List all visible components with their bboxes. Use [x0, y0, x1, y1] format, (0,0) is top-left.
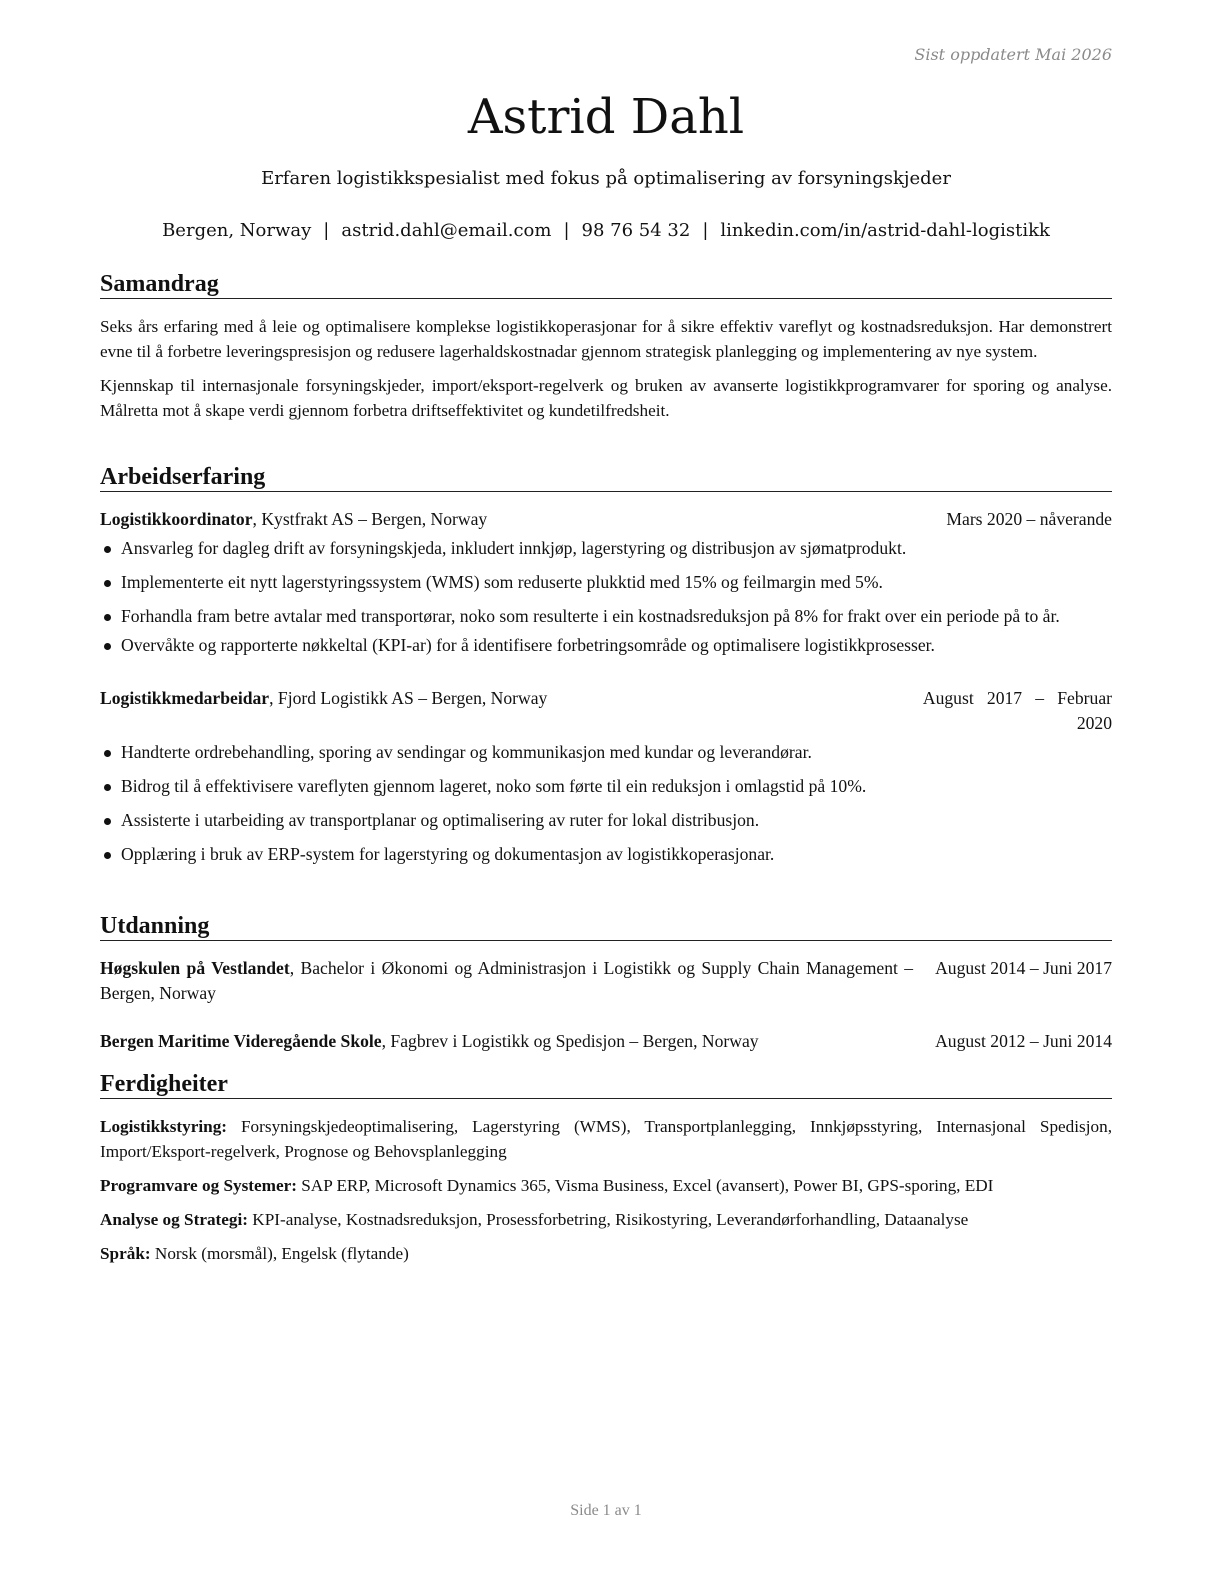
tagline: Erfaren logistikkspesialist med fokus på optimalisering av forsyningskjeder	[261, 168, 951, 189]
section-title-summary: Samandrag	[100, 270, 1112, 299]
job-bullet: Implementerte eit nytt lagerstyringssystem (WMS) som reduserte plukktid med 15% og feilmargin med 5%.	[100, 570, 1112, 595]
skill-line	[100, 1173, 1112, 1198]
summary-section	[100, 270, 1112, 423]
job-entry	[100, 507, 1112, 658]
summary-paragraph: Seks års erfaring med å leie og optimalisere komplekse logistikkoperasjonar for å sikre effektiv vareflyt og kostnadsreduksjon. Har demonstrert evne til å forbetre leveringspresisjon og redusere lagerhaldskostnadar gjennom strategisk planlegging og implementering av nye system.	[100, 317, 1112, 361]
page-number: Side 1 av 1	[570, 1502, 642, 1519]
job-bullet: Forhandla fram betre avtalar med transportørar, noko som resulterte i ein kostnadsreduksjon på 8% for frakt over ein periode på to år.	[100, 604, 1112, 629]
job-bullets	[100, 536, 1112, 658]
job-bullet: Ansvarleg for dagleg drift av forsyningskjeda, inkludert innkjøp, lagerstyring og distribusjon av sjømatprodukt.	[100, 536, 1112, 561]
job-header	[100, 686, 1112, 736]
skills-section	[100, 1070, 1112, 1266]
contact-location: Bergen, Norway	[162, 220, 312, 241]
contact-linkedin[interactable]: linkedin.com/in/astrid-dahl-logistikk	[720, 220, 1050, 241]
experience-section	[100, 463, 1112, 867]
job-bullet: Bidrog til å effektivisere vareflyten gjennom lageret, noko som førte til ein reduksjon i omlagstid på 10%.	[100, 774, 1112, 799]
contact-email[interactable]: astrid.dahl@email.com	[341, 220, 552, 241]
section-title-education: Utdanning	[100, 912, 1112, 941]
skill-line	[100, 1114, 1112, 1164]
skill-line	[100, 1241, 1112, 1266]
skill-label: Analyse og Strategi:	[100, 1210, 248, 1229]
skill-label: Språk:	[100, 1244, 151, 1263]
contact-separator: |	[702, 220, 709, 241]
job-dates-line: 2020	[1076, 713, 1112, 733]
contact-separator: |	[563, 220, 570, 241]
education-detail: , Fagbrev i Logistikk og Spedisjon – Bergen, Norway	[381, 1031, 759, 1051]
job-bullet: Assisterte i utarbeiding av transportplanar og optimalisering av ruter for lokal distribusjon.	[100, 808, 1112, 833]
skill-text: Norsk (morsmål), Engelsk (flytande)	[150, 1244, 409, 1263]
summary-paragraph: Kjennskap til internasjonale forsyningskjeder, import/eksport-regelverk og bruken av avanserte logistikkprogramvarer for sporing og analyse. Målretta mot å skape verdi gjennom forbetra driftseffektivitet og kundetilfredsheit.	[100, 376, 1112, 420]
job-dates: Mars 2020 – nåverande	[946, 509, 1112, 529]
section-title-experience: Arbeidserfaring	[100, 463, 1112, 492]
education-school: Høgskulen på Vestlandet	[100, 958, 290, 978]
section-title-skills: Ferdigheiter	[100, 1070, 1112, 1099]
education-entry	[100, 1029, 1112, 1054]
education-dates: August 2012 – Juni 2014	[935, 1031, 1112, 1051]
skill-label: Programvare og Systemer:	[100, 1176, 297, 1195]
job-bullet: Handterte ordrebehandling, sporing av sendingar og kommunikasjon med kundar og leverandørar.	[100, 740, 1112, 765]
contact-line	[100, 219, 1112, 243]
skill-text: Forsyningskjedeoptimalisering, Lagerstyring (WMS), Transportplanlegging, Innkjøpsstyring, Internasjonal Spedisjon, Import/Eksport-regelverk, Prognose og Behovsplanlegging	[100, 1117, 1112, 1161]
education-school: Bergen Maritime Videregående Skole	[100, 1031, 382, 1051]
skill-line	[100, 1207, 1112, 1232]
job-header	[100, 507, 1112, 532]
job-dates-line: August 2017 – Februar	[922, 688, 1112, 708]
contact-separator: |	[323, 220, 330, 241]
job-bullet: Opplæring i bruk av ERP-system for lagerstyring og dokumentasjon av logistikkoperasjonar.	[100, 842, 1112, 867]
education-detail: , Bachelor i Økonomi og Administrasjon i Logistikk og Supply Chain Management – Bergen, Norway	[100, 958, 914, 1003]
skill-label: Logistikkstyring:	[100, 1117, 228, 1136]
job-bullets	[100, 740, 1112, 867]
job-entry	[100, 686, 1112, 867]
contact-phone: 98 76 54 32	[581, 220, 691, 241]
skill-text: SAP ERP, Microsoft Dynamics 365, Visma Business, Excel (avansert), Power BI, GPS-sporing, EDI	[296, 1176, 994, 1195]
person-name: Astrid Dahl	[467, 89, 745, 145]
job-role: Logistikkoordinator	[100, 509, 253, 529]
job-company: , Fjord Logistikk AS – Bergen, Norway	[269, 688, 548, 708]
skill-text: KPI-analyse, Kostnadsreduksjon, Prosessforbetring, Risikostyring, Leverandørforhandling, Dataanalyse	[247, 1210, 969, 1229]
education-entry	[100, 956, 1112, 1006]
education-dates: August 2014 – Juni 2017	[935, 958, 1112, 978]
education-section	[100, 912, 1112, 1054]
last-updated: Sist oppdatert Mai 2026	[914, 45, 1112, 64]
job-role: Logistikkmedarbeidar	[100, 688, 270, 708]
resume-page	[100, 0, 1112, 1584]
job-company: , Kystfrakt AS – Bergen, Norway	[252, 509, 488, 529]
job-bullet: Overvåkte og rapporterte nøkkeltal (KPI-ar) for å identifisere forbetringsområde og optimalisere logistikkprosesser.	[100, 633, 1112, 658]
job-dates	[923, 686, 1112, 736]
